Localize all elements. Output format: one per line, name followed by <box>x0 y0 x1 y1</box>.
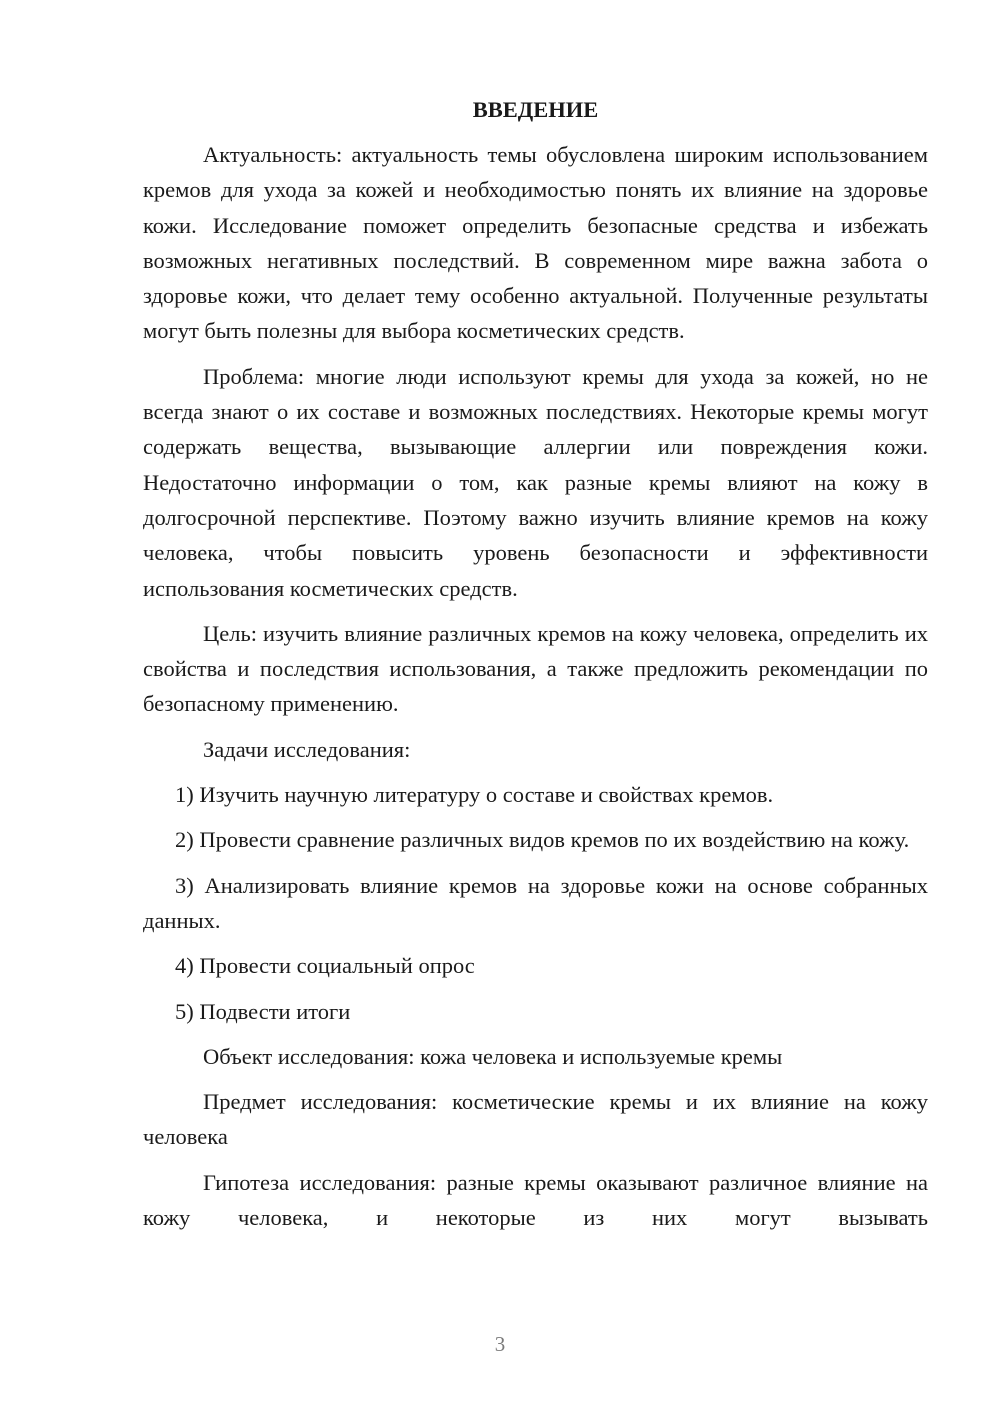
task-item-2: 2) Провести сравнение различных видов кремов по их воздействию на кожу. <box>175 827 910 853</box>
task-item-3: 3) Анализировать влияние кремов на здоровье кожи на основе собранных данных. <box>143 872 928 933</box>
object-paragraph: Объект исследования: кожа человека и используемые кремы <box>203 1043 783 1069</box>
goal-paragraph: Цель: изучить влияние различных кремов на кожу человека, определить их свойства и последствия использования, а также предложить рекомендации по безопасному применению. <box>143 620 928 717</box>
subject-paragraph: Предмет исследования: косметические кремы и их влияние на кожу человека <box>143 1089 928 1150</box>
section-heading: ВВЕДЕНИЕ <box>472 97 599 122</box>
problem-paragraph: Проблема: многие люди используют кремы для ухода за кожей, но не всегда знают о их составе и возможных последствиях. Некоторые кремы могут содержать вещества, вызывающие аллергии или повреждения кожи. Недостаточно информации о том, как разные кремы влияют на кожу в долгосрочной перспективе. Поэтому важно изучить влияние кремов на кожу человека, чтобы повысить уровень безопасности и эффективности использования косметических средств. <box>143 363 928 601</box>
task-item-4: 4) Провести социальный опрос <box>175 953 475 979</box>
tasks-title: Задачи исследования: <box>203 736 411 762</box>
hypothesis-paragraph: Гипотеза исследования: разные кремы оказывают различное влияние на кожу человека, и некоторые из них могут вызывать <box>143 1169 928 1231</box>
relevance-paragraph: Актуальность: актуальность темы обусловлена широким использованием кремов для ухода за кожей и необходимостью понять их влияние на здоровье кожи. Исследование поможет определить безопасные средства и избежать возможных негативных последствий. В современном мире важна забота о здоровье кожи, что делает тему особенно актуальной. Полученные результаты могут быть полезны для выбора косметических средств. <box>143 142 928 344</box>
task-item-1: 1) Изучить научную литературу о составе и свойствах кремов. <box>175 782 774 808</box>
task-item-5: 5) Подвести итоги <box>175 998 351 1024</box>
page-number: 3 <box>494 1332 506 1356</box>
page-content <box>143 88 928 1245</box>
